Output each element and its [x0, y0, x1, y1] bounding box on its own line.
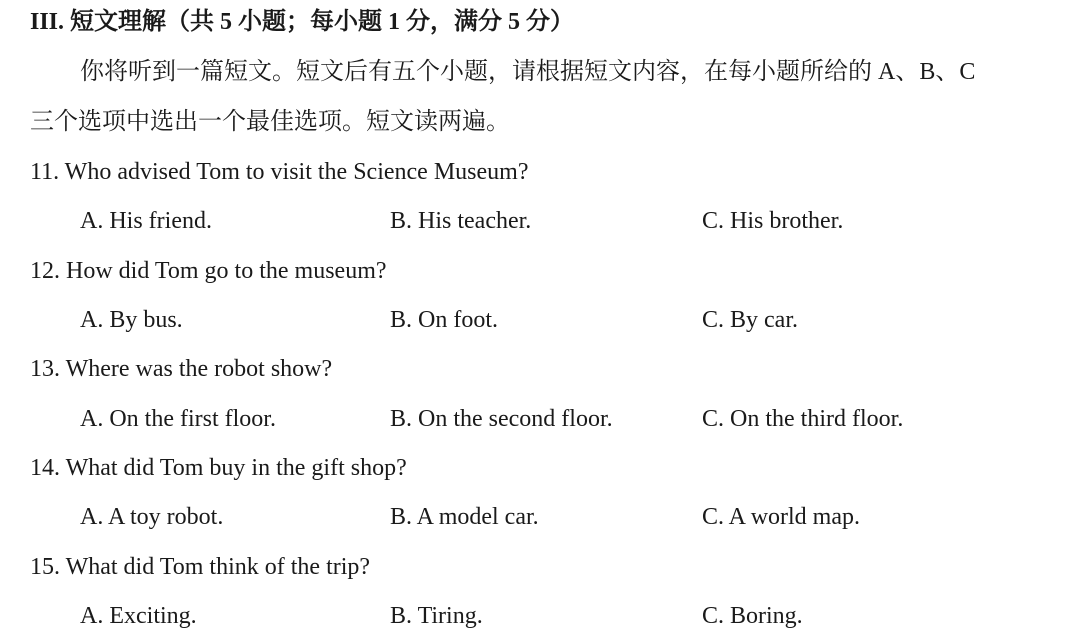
- question-15-option-b: B. Tiring.: [390, 603, 483, 629]
- question-11-option-a: A. His friend.: [80, 208, 212, 234]
- question-14-option-b: B. A model car.: [390, 504, 539, 530]
- question-12-option-b: B. On foot.: [390, 307, 498, 333]
- question-14-option-c: C. A world map.: [702, 504, 861, 530]
- question-15-option-c: C. Boring.: [702, 603, 803, 629]
- instructions-line-2: 三个选项中选出一个最佳选项。短文读两遍。: [30, 109, 510, 135]
- question-12-option-c: C. By car.: [702, 307, 798, 333]
- question-11: 11. Who advised Tom to visit the Science Museum?: [30, 159, 529, 185]
- section-title: III. 短文理解（共 5 小题；每小题 1 分，满分 5 分）: [30, 9, 575, 35]
- instructions-line-1: 你将听到一篇短文。短文后有五个小题，请根据短文内容，在每小题所给的 A、B、C: [80, 59, 976, 85]
- question-11-option-b: B. His teacher.: [390, 208, 532, 234]
- question-12: 12. How did Tom go to the museum?: [30, 258, 387, 284]
- question-11-option-c: C. His brother.: [702, 208, 844, 234]
- question-13-option-c: C. On the third floor.: [702, 406, 904, 432]
- question-13-option-a: A. On the first floor.: [80, 406, 276, 432]
- question-15-option-a: A. Exciting.: [80, 603, 197, 629]
- question-14-option-a: A. A toy robot.: [80, 504, 224, 530]
- question-15: 15. What did Tom think of the trip?: [30, 554, 371, 580]
- question-14: 14. What did Tom buy in the gift shop?: [30, 455, 407, 481]
- question-13-option-b: B. On the second floor.: [390, 406, 613, 432]
- question-13: 13. Where was the robot show?: [30, 356, 333, 382]
- question-12-option-a: A. By bus.: [80, 307, 183, 333]
